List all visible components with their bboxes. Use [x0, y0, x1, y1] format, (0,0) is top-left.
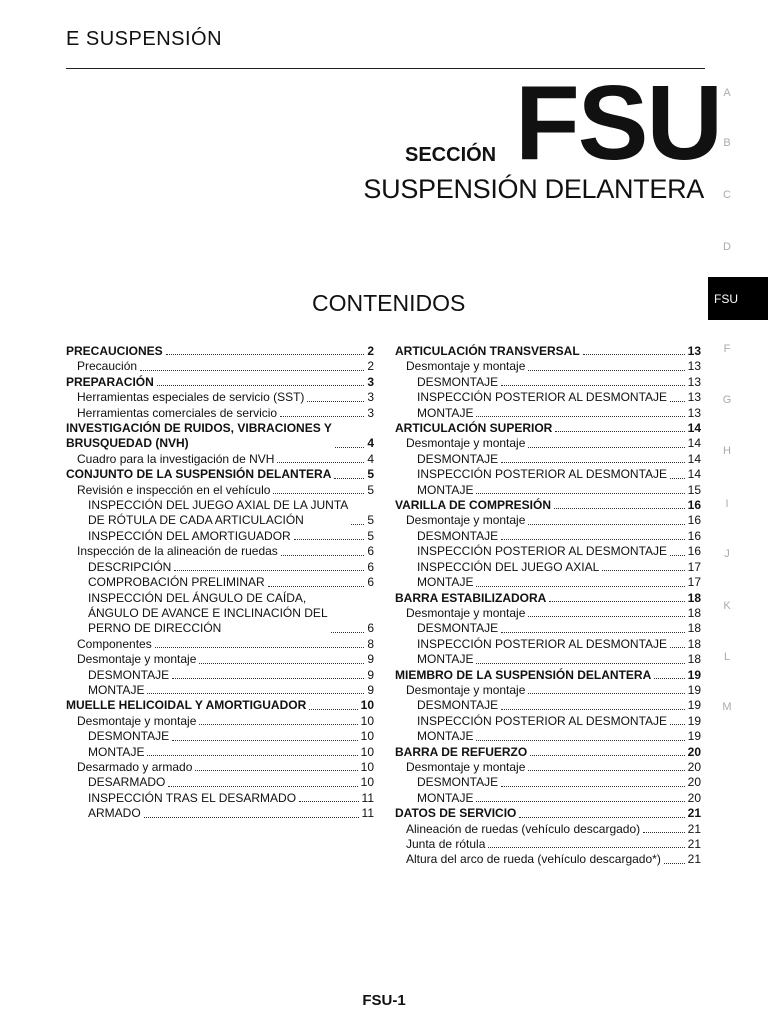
toc-entry-label: ARTICULACIÓN TRANSVERSAL [395, 344, 580, 358]
toc-entry-page: 6 [367, 559, 374, 574]
toc-entry-label: MONTAJE [417, 575, 474, 590]
side-tab-g[interactable]: G [722, 394, 732, 406]
toc-entry-label: DESMONTAJE [417, 374, 499, 389]
toc-entry[interactable] [66, 714, 374, 729]
toc-entry-page: 3 [367, 374, 374, 389]
toc-entry-label: MONTAJE [417, 405, 474, 420]
toc-entry-page: 6 [367, 621, 374, 636]
toc-entry-label: Desmontaje y montaje [406, 513, 526, 528]
toc-entry[interactable] [395, 591, 701, 606]
toc-leader-dots [583, 354, 685, 355]
toc-entry-page: 10 [360, 759, 374, 774]
toc-entry-label: DESMONTAJE [417, 775, 499, 790]
toc-leader-dots [670, 647, 685, 648]
toc-entry-page: 6 [367, 544, 374, 559]
toc-entry-label: Desmontaje y montaje [77, 652, 197, 667]
toc-entry-page: 21 [687, 806, 701, 821]
toc-entry-page: 18 [687, 590, 701, 605]
toc-leader-dots [335, 447, 364, 448]
toc-leader-dots [174, 570, 364, 571]
toc-entry-page: 19 [687, 713, 701, 728]
toc-entry-page: 10 [360, 698, 374, 713]
toc-entry[interactable] [66, 760, 374, 775]
toc-entry-page: 20 [687, 759, 701, 774]
contents-heading: CONTENIDOS [312, 290, 466, 316]
toc-leader-dots [277, 462, 364, 463]
toc-entry-label: DESMONTAJE [417, 528, 499, 543]
toc-leader-dots [654, 678, 684, 679]
toc-entry[interactable] [395, 359, 701, 374]
toc-entry-page: 11 [361, 806, 374, 821]
toc-entry-label: DESARMADO [88, 775, 166, 790]
toc-column-right [395, 344, 701, 868]
toc-entry-label: MUELLE HELICOIDAL Y AMORTIGUADOR [66, 698, 307, 713]
toc-leader-dots [528, 616, 684, 617]
side-tab-k[interactable]: K [723, 600, 731, 612]
toc-entry-label: INSPECCIÓN DEL AMORTIGUADOR [88, 528, 291, 543]
toc-entry[interactable] [66, 775, 374, 790]
toc-entry[interactable] [395, 560, 701, 575]
toc-entry-page: 3 [367, 390, 374, 405]
toc-entry-label: Inspección de la alineación de ruedas [77, 544, 278, 559]
section-label: SECCIÓN [405, 144, 497, 166]
toc-entry[interactable] [395, 575, 701, 590]
toc-leader-dots [501, 462, 685, 463]
toc-leader-dots [144, 817, 359, 818]
toc-entry-label: INSPECCIÓN DEL JUEGO AXIAL [417, 559, 600, 574]
toc-entry[interactable] [395, 668, 701, 683]
toc-entry-label: BARRA ESTABILIZADORA [395, 590, 547, 605]
toc-entry-label: DESMONTAJE [88, 729, 170, 744]
toc-entry-page: 10 [360, 729, 374, 744]
toc-entry[interactable] [395, 621, 701, 636]
toc-leader-dots [528, 693, 684, 694]
toc-leader-dots [168, 786, 357, 787]
side-tab-b[interactable]: B [723, 137, 731, 149]
side-tab-c[interactable]: C [723, 189, 731, 201]
side-tab-i[interactable]: I [725, 498, 729, 510]
toc-entry-page: 2 [367, 344, 374, 358]
toc-entry-page: 20 [687, 744, 701, 759]
toc-leader-dots [199, 663, 364, 664]
toc-entry-label: INSPECCIÓN DEL ÁNGULO DE CAÍDA, ÁNGULO DE AVANCE E INCLINACIÓN DEL PERNO DE DIRECCIÓN [88, 590, 328, 636]
toc-entry-page: 15 [687, 482, 701, 497]
header-title: E SUSPENSIÓN [66, 28, 223, 50]
toc-leader-dots [157, 385, 365, 386]
toc-entry[interactable] [395, 529, 701, 544]
toc-entry-page: 4 [367, 436, 374, 451]
toc-entry-page: 20 [687, 790, 701, 805]
toc-entry[interactable] [395, 822, 701, 837]
toc-leader-dots [147, 693, 364, 694]
toc-entry-page: 10 [360, 775, 374, 790]
toc-entry[interactable] [66, 698, 374, 713]
toc-entry-page: 21 [687, 821, 701, 836]
toc-entry-label: Componentes [77, 636, 152, 651]
toc-entry[interactable] [395, 452, 701, 467]
toc-entry-label: PREPARACIÓN [66, 374, 154, 389]
toc-leader-dots [476, 493, 684, 494]
toc-leader-dots [268, 586, 365, 587]
toc-entry-label: Desmontaje y montaje [406, 605, 526, 620]
toc-entry[interactable] [66, 421, 374, 452]
toc-entry[interactable] [66, 791, 374, 806]
toc-entry-page: 5 [367, 528, 374, 543]
toc-leader-dots [172, 678, 364, 679]
toc-leader-dots [528, 770, 684, 771]
toc-entry[interactable] [395, 652, 701, 667]
toc-entry[interactable] [66, 483, 374, 498]
toc-leader-dots [280, 416, 364, 417]
toc-leader-dots [331, 632, 365, 633]
toc-entry-page: 17 [687, 575, 701, 590]
toc-entry[interactable] [395, 406, 701, 421]
toc-leader-dots [501, 385, 685, 386]
toc-entry-label: COMPROBACIÓN PRELIMINAR [88, 575, 265, 590]
toc-entry-label: MONTAJE [417, 729, 474, 744]
toc-entry-label: Desmontaje y montaje [406, 359, 526, 374]
toc-entry[interactable] [395, 483, 701, 498]
toc-leader-dots [476, 586, 684, 587]
toc-entry-label: MIEMBRO DE LA SUSPENSIÓN DELANTERA [395, 667, 652, 682]
toc-entry[interactable] [395, 775, 701, 790]
toc-entry-page: 19 [687, 682, 701, 697]
toc-entry-page: 9 [367, 652, 374, 667]
toc-entry[interactable] [66, 683, 374, 698]
toc-entry-label: MONTAJE [417, 652, 474, 667]
toc-entry-page: 18 [687, 652, 701, 667]
toc-entry[interactable] [395, 637, 701, 652]
toc-leader-dots [670, 555, 685, 556]
toc-leader-dots [501, 709, 685, 710]
toc-entry-page: 10 [360, 744, 374, 759]
toc-entry[interactable] [66, 591, 374, 637]
toc-leader-dots [199, 724, 357, 725]
toc-entry[interactable] [66, 575, 374, 590]
toc-entry-label: Herramientas comerciales de servicio [77, 405, 278, 420]
toc-leader-dots [476, 801, 684, 802]
toc-leader-dots [299, 801, 358, 802]
section-subtitle: SUSPENSIÓN DELANTERA [363, 174, 704, 204]
toc-entry-label: INSPECCIÓN POSTERIOR AL DESMONTAJE [417, 467, 668, 482]
toc-leader-dots [643, 832, 684, 833]
toc-leader-dots [155, 647, 365, 648]
toc-entry-label: MONTAJE [88, 744, 145, 759]
toc-leader-dots [147, 755, 357, 756]
toc-entry-label: BARRA DE REFUERZO [395, 744, 528, 759]
toc-entry[interactable] [395, 436, 701, 451]
toc-leader-dots [476, 740, 684, 741]
toc-entry[interactable] [66, 729, 374, 744]
side-tab-l[interactable]: L [723, 651, 731, 663]
toc-entry[interactable] [395, 683, 701, 698]
toc-entry-label: MONTAJE [417, 482, 474, 497]
toc-entry-page: 13 [687, 344, 701, 358]
toc-entry-label: Herramientas especiales de servicio (SST) [77, 390, 305, 405]
toc-leader-dots [519, 817, 684, 818]
toc-leader-dots [549, 601, 684, 602]
toc-entry-label: Revisión e inspección en el vehículo [77, 482, 271, 497]
toc-leader-dots [307, 401, 364, 402]
toc-entry-label: ARTICULACIÓN SUPERIOR [395, 421, 553, 436]
toc-entry-page: 2 [367, 359, 374, 374]
toc-entry-label: Altura del arco de rueda (vehículo descargado*) [406, 852, 661, 867]
toc-entry-page: 5 [367, 482, 374, 497]
toc-entry[interactable] [66, 637, 374, 652]
page-number: FSU-1 [362, 992, 406, 1009]
toc-entry-label: DESCRIPCIÓN [88, 559, 172, 574]
toc-entry[interactable] [66, 359, 374, 374]
toc-entry[interactable] [66, 560, 374, 575]
toc-entry-page: 5 [367, 467, 374, 482]
toc-entry[interactable] [395, 606, 701, 621]
toc-entry-label: INSPECCIÓN POSTERIOR AL DESMONTAJE [417, 713, 668, 728]
toc-entry-page: 16 [687, 544, 701, 559]
toc-leader-dots [309, 709, 357, 710]
toc-entry-page: 6 [367, 575, 374, 590]
toc-leader-dots [670, 478, 685, 479]
toc-entry-page: 8 [367, 636, 374, 651]
toc-leader-dots [528, 370, 684, 371]
toc-leader-dots [528, 447, 684, 448]
toc-entry-page: 19 [687, 667, 701, 682]
toc-leader-dots [670, 724, 685, 725]
side-tab-f[interactable]: F [723, 343, 731, 355]
toc-entry-page: 3 [367, 405, 374, 420]
toc-entry-page: 18 [687, 621, 701, 636]
toc-entry[interactable] [66, 668, 374, 683]
toc-entry-label: MONTAJE [417, 790, 474, 805]
toc-entry[interactable] [395, 760, 701, 775]
toc-column-left [66, 344, 374, 822]
toc-entry-label: DESMONTAJE [88, 667, 170, 682]
toc-entry[interactable] [66, 652, 374, 667]
toc-entry-label: DESMONTAJE [417, 621, 499, 636]
toc-entry-label: Cuadro para la investigación de NVH [77, 451, 275, 466]
toc-entry[interactable] [395, 698, 701, 713]
toc-entry[interactable] [395, 467, 701, 482]
side-tab-a[interactable]: A [723, 87, 731, 99]
toc-leader-dots [530, 755, 684, 756]
toc-leader-dots [166, 354, 365, 355]
toc-leader-dots [555, 431, 684, 432]
toc-entry-label: VARILLA DE COMPRESIÓN [395, 498, 552, 513]
toc-entry-page: 13 [687, 405, 701, 420]
toc-entry-label: INSPECCIÓN POSTERIOR AL DESMONTAJE [417, 390, 668, 405]
toc-entry-label: INSPECCIÓN POSTERIOR AL DESMONTAJE [417, 636, 668, 651]
toc-leader-dots [476, 416, 684, 417]
toc-entry[interactable] [395, 375, 701, 390]
toc-entry-page: 9 [367, 667, 374, 682]
toc-leader-dots [554, 508, 685, 509]
toc-entry-page: 14 [687, 451, 701, 466]
toc-entry[interactable] [66, 806, 374, 821]
toc-entry[interactable] [395, 745, 701, 760]
toc-leader-dots [334, 478, 364, 479]
toc-entry[interactable] [66, 467, 374, 482]
toc-leader-dots [476, 663, 684, 664]
side-tab-m[interactable]: M [722, 701, 732, 713]
toc-entry-label: CONJUNTO DE LA SUSPENSIÓN DELANTERA [66, 467, 332, 482]
toc-leader-dots [281, 555, 365, 556]
toc-entry-page: 13 [687, 374, 701, 389]
toc-entry-page: 4 [367, 451, 374, 466]
toc-leader-dots [172, 740, 358, 741]
side-tab-d[interactable]: D [723, 241, 731, 253]
toc-leader-dots [140, 370, 364, 371]
toc-entry[interactable] [66, 529, 374, 544]
toc-entry-label: DESMONTAJE [417, 451, 499, 466]
toc-entry-label: INVESTIGACIÓN DE RUIDOS, VIBRACIONES Y BRUSQUEDAD (NVH) [66, 421, 332, 451]
toc-entry[interactable] [395, 729, 701, 744]
toc-leader-dots [273, 493, 364, 494]
toc-entry-label: Desmontaje y montaje [77, 713, 197, 728]
toc-entry-label: MONTAJE [88, 682, 145, 697]
toc-entry[interactable] [395, 513, 701, 528]
toc-entry-page: 13 [687, 390, 701, 405]
toc-entry-label: Desmontaje y montaje [406, 436, 526, 451]
toc-entry[interactable] [395, 837, 701, 852]
toc-entry-label: DESMONTAJE [417, 698, 499, 713]
toc-entry-page: 19 [687, 698, 701, 713]
toc-leader-dots [501, 539, 685, 540]
toc-leader-dots [195, 770, 357, 771]
toc-entry[interactable] [66, 344, 374, 359]
toc-entry[interactable] [66, 745, 374, 760]
toc-leader-dots [488, 847, 684, 848]
toc-entry-label: Desarmado y armado [77, 759, 193, 774]
toc-entry-page: 14 [687, 467, 701, 482]
toc-entry[interactable] [66, 498, 374, 529]
toc-entry-page: 21 [687, 837, 701, 851]
toc-entry-page: 19 [687, 729, 701, 744]
toc-leader-dots [528, 524, 684, 525]
toc-entry[interactable] [66, 375, 374, 390]
toc-leader-dots [501, 786, 685, 787]
toc-entry[interactable] [66, 544, 374, 559]
toc-entry-page: 16 [687, 513, 701, 528]
toc-entry-page: 10 [360, 713, 374, 728]
toc-entry[interactable] [66, 390, 374, 405]
toc-leader-dots [501, 632, 685, 633]
toc-entry-label: Desmontaje y montaje [406, 682, 526, 697]
side-tab-fsu[interactable]: FSU [708, 277, 768, 320]
toc-entry-page: 18 [687, 605, 701, 620]
toc-entry-page: 5 [367, 513, 374, 528]
toc-entry-page: 17 [687, 559, 701, 574]
toc-entry-page: 18 [687, 636, 701, 651]
toc-leader-dots [670, 401, 685, 402]
toc-entry[interactable] [395, 421, 701, 436]
toc-entry[interactable] [395, 714, 701, 729]
toc-entry[interactable] [66, 406, 374, 421]
toc-entry[interactable] [395, 806, 701, 821]
toc-entry-page: 16 [687, 528, 701, 543]
toc-entry[interactable] [395, 498, 701, 513]
toc-entry[interactable] [395, 390, 701, 405]
toc-entry-label: ARMADO [88, 806, 141, 821]
toc-entry[interactable] [66, 452, 374, 467]
toc-entry-label: DATOS DE SERVICIO [395, 806, 517, 821]
toc-entry-label: Desmontaje y montaje [406, 759, 526, 774]
toc-entry[interactable] [395, 791, 701, 806]
toc-entry-label: INSPECCIÓN POSTERIOR AL DESMONTAJE [417, 544, 668, 559]
toc-leader-dots [602, 570, 684, 571]
toc-entry-label: Precaución [77, 359, 138, 374]
toc-entry-page: 20 [687, 775, 701, 790]
side-tab-h[interactable]: H [723, 445, 731, 457]
toc-entry-page: 13 [687, 359, 701, 374]
toc-entry[interactable] [395, 544, 701, 559]
toc-entry-page: 14 [687, 421, 701, 436]
side-tab-j[interactable]: J [724, 548, 730, 560]
toc-leader-dots [664, 863, 685, 864]
toc-entry-label: PRECAUCIONES [66, 344, 163, 358]
toc-entry-label: Junta de rótula [406, 837, 486, 851]
toc-leader-dots [351, 524, 364, 525]
toc-entry-label: INSPECCIÓN TRAS EL DESARMADO [88, 790, 297, 805]
toc-entry-page: 11 [361, 790, 374, 805]
toc-leader-dots [294, 539, 365, 540]
toc-entry[interactable] [395, 852, 701, 867]
toc-entry-label: Alineación de ruedas (vehículo descargado) [406, 821, 641, 836]
section-code: FSU [515, 64, 721, 182]
toc-entry-page: 9 [367, 682, 374, 697]
toc-entry[interactable] [395, 344, 701, 359]
toc-entry-page: 21 [687, 852, 701, 867]
toc-entry-page: 14 [687, 436, 701, 451]
toc-entry-label: INSPECCIÓN DEL JUEGO AXIAL DE LA JUNTA DE RÓTULA DE CADA ARTICULACIÓN [88, 498, 349, 528]
toc-entry-page: 16 [687, 498, 701, 513]
